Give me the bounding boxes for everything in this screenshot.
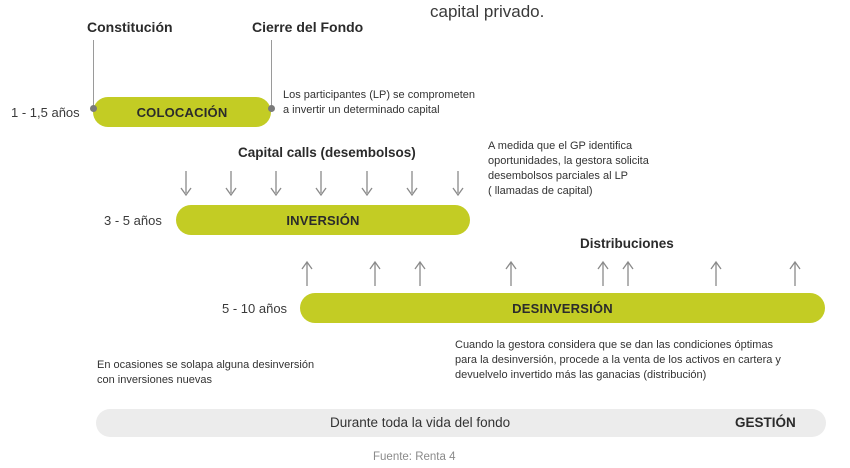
milestone-dot-start [90, 105, 97, 112]
note-inversion-line: desembolsos parciales al LP [488, 170, 629, 182]
arrow-up-icon [709, 260, 723, 286]
heading-capital-calls: Capital calls (desembolsos) [238, 145, 416, 160]
phase-bar-desinversion [300, 293, 825, 323]
note-colocacion-line: Los participantes (LP) se comprometen [283, 89, 475, 101]
arrow-down-icon [451, 171, 465, 197]
source-caption: Fuente: Renta 4 [373, 451, 456, 463]
note-desinversion-line: devuelvelo invertido más las ganacias (distribución) [455, 369, 707, 381]
note-inversion-line: oportunidades, la gestora solicita [488, 155, 649, 167]
phase-bar-colocacion [93, 97, 271, 127]
note-colocacion [283, 88, 475, 118]
note-inversion-line: A medida que el GP identifica [488, 140, 633, 152]
note-desinversion-line: Cuando la gestora considera que se dan las condiciones óptimas [455, 339, 773, 351]
management-label: GESTIÓN [735, 415, 796, 430]
phase-label-desinversion: DESINVERSIÓN [512, 300, 613, 316]
arrow-up-icon [368, 260, 382, 286]
arrow-up-icon [621, 260, 635, 286]
note-colocacion-line: a invertir un determinado capital [283, 104, 440, 116]
arrow-down-icon [314, 171, 328, 197]
note-overlap-line: En ocasiones se solapa alguna desinversión [97, 359, 315, 371]
milestone-constitucion: Constitución [87, 19, 173, 35]
arrow-up-icon [504, 260, 518, 286]
arrow-down-icon [224, 171, 238, 197]
note-desinversion-line: para la desinversión, procede a la venta de los activos en cartera y [455, 354, 781, 366]
header-text: capital privado. [430, 2, 545, 21]
note-inversion-line: ( llamadas de capital) [488, 185, 593, 197]
milestone-line-start [93, 40, 94, 108]
arrow-down-icon [179, 171, 193, 197]
arrow-down-icon [360, 171, 374, 197]
arrow-up-icon [300, 260, 314, 286]
phase-label-colocacion: COLOCACIÓN [136, 104, 228, 120]
arrow-down-icon [269, 171, 283, 197]
management-text: Durante toda la vida del fondo [330, 415, 511, 430]
note-inversion [488, 139, 649, 199]
arrow-down-icon [405, 171, 419, 197]
arrow-up-icon [596, 260, 610, 286]
duration-inversion: 3 - 5 años [104, 213, 162, 228]
phase-label-inversion: INVERSIÓN [286, 212, 360, 228]
arrow-up-icon [413, 260, 427, 286]
note-desinversion [455, 338, 781, 383]
duration-desinversion: 5 - 10 años [222, 301, 288, 316]
phase-bar-inversion [176, 205, 470, 235]
heading-distribuciones: Distribuciones [580, 236, 674, 251]
milestone-cierre: Cierre del Fondo [252, 19, 364, 35]
milestone-line-close [271, 40, 272, 108]
note-overlap-line: con inversiones nuevas [97, 374, 212, 386]
arrow-up-icon [788, 260, 802, 286]
duration-colocacion: 1 - 1,5 años [11, 105, 80, 120]
milestone-dot-close [268, 105, 275, 112]
note-overlap [97, 358, 314, 388]
